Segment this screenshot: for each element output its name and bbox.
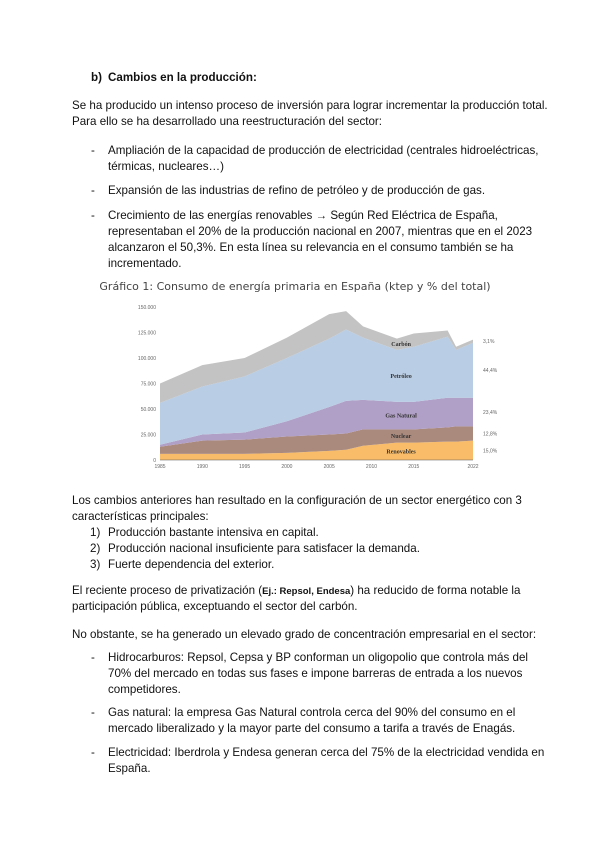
y-tick-label: 75.000 [140,381,156,388]
concentration-paragraph: No obstante, se ha generado un elevado grado de concentración empresarial en el sector: [72,628,537,641]
list-item-text: Producción bastante intensiva en capital. [108,526,319,539]
series-label: Carbón [391,342,411,349]
y-tick-label: 0 [153,458,156,464]
x-tick-label: 2000 [281,464,293,470]
x-tick-label: 1985 [154,464,166,470]
intro-line: Se ha producido un intenso proceso de inversión para lograr incrementar la producción total. [72,99,548,112]
series-share: 15,0% [483,448,498,455]
series-label: Nuclear [390,434,412,441]
section-marker: b) [91,71,102,84]
bullet-text: mercado liberalizado y la mayor parte del consumo a tarifa a través de Enagás. [108,722,516,735]
dash-bullet: - [91,651,95,664]
x-tick-label: 2010 [365,464,378,470]
x-tick-label: 1990 [196,464,208,470]
bullet-text: alcanzaron el 50,3%. En esta línea su relevancia en el consumo también se ha [108,241,514,254]
x-tick-label: 2005 [323,464,335,470]
text: El reciente proceso de privatización ( [72,584,263,597]
bullet-text: Gas natural: la empresa Gas Natural controla cerca del 90% del consumo en el [108,706,516,719]
series-label: Gas Natural [385,413,417,420]
y-tick-label: 150.000 [137,305,156,311]
intro-line: Para ello se ha desarrollado una reestructuración del sector: [72,115,382,128]
x-tick-label: 1995 [239,464,251,470]
text: ) ha reducido de forma notable la [350,584,521,597]
dash-bullet: - [91,184,95,197]
series-share: 44,4% [483,368,498,375]
privatization-line: participación pública, exceptuando el sector del carbón. [72,600,358,613]
list-item-text: Producción nacional insuficiente para satisfacer la demanda. [108,542,420,555]
bullet-text: Crecimiento de las energías renovables → Según Red Eléctrica de España, [108,209,498,222]
bullet-text: Hidrocarburos: Repsol, Cepsa y BP conforman un oligopolio que controla más del [108,651,528,664]
paragraph-line: Los cambios anteriores han resultado en la configuración de un sector energético con 3 [72,494,522,507]
bullet-text: Ampliación de la capacidad de producción de electricidad (centrales hidroeléctricas, [108,144,539,157]
dash-bullet: - [91,746,95,759]
paragraph-line: características principales: [72,510,209,523]
bullet-text: incrementado. [108,257,182,270]
energy-consumption-chart [99,276,498,470]
list-number: 1) [90,526,101,539]
y-tick-label: 25.000 [140,432,156,439]
section-heading: Cambios en la producción: [108,71,257,84]
bullet-text: España. [108,762,151,775]
list-number: 2) [90,542,101,555]
dash-bullet: - [91,209,95,222]
example-text: Ej.: Repsol, Endesa [262,586,351,597]
bullet-text: térmicas, nucleares…) [108,160,224,173]
x-tick-label: 2022 [467,464,479,470]
bullet-text: representaban el 20% de la producción nacional en 2007, mientras que en el 2023 [108,225,533,238]
list-number: 3) [90,558,101,571]
dash-bullet: - [91,706,95,719]
series-label: Renovables [386,449,416,456]
series-share: 3,1% [483,339,495,346]
bullet-text: competidores. [108,683,181,696]
bullet-text: Expansión de las industrias de refino de petróleo y de producción de gas. [108,184,486,197]
chart-title: Gráfico 1: Consumo de energía primaria en España (ktep y % del total) [99,280,491,293]
y-tick-label: 100.000 [137,356,156,362]
series-share: 12,8% [483,431,498,438]
y-tick-label: 125.000 [137,330,156,337]
bullet-text: Electricidad: Iberdrola y Endesa generan cerca del 75% de la electricidad vendida en [108,746,545,759]
y-tick-label: 50.000 [140,407,156,413]
list-item-text: Fuerte dependencia del exterior. [108,558,275,571]
dash-bullet: - [91,144,95,157]
series-label: Petróleo [390,373,412,380]
x-tick-label: 2015 [408,464,420,470]
privatization-line [72,583,520,600]
series-share: 23,4% [483,410,498,417]
bullet-text: 70% del mercado en todas sus fases e impone barreras de entrada a los nuevos [108,667,523,680]
